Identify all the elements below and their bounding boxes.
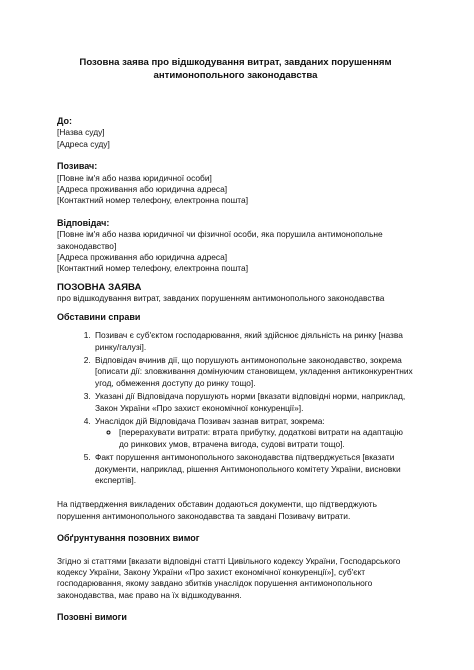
expenses-sublist xyxy=(95,427,414,450)
claim-title: ПОЗОВНА ЗАЯВА xyxy=(57,281,142,293)
defendant-block xyxy=(57,218,414,275)
circumstances-heading: Обставини справи xyxy=(57,311,141,322)
defendant-address: [Адреса проживання або юридична адреса] xyxy=(57,252,228,263)
justification-text: Згідно зі статтями [вказати відповідні статті Цивільного кодексу України, Господарського кодексу України, Закону України «Про захист економічної конкуренції»], суб'єкт господарювання, якому завдано збитків унаслідок порушення антимонопольного законодавства, має право на їх відшкодування. xyxy=(57,555,401,600)
list-item-text: Факт порушення антимонопольного законодавства підтверджується [вказати документи, наприклад, рішення Антимонопольного комітету України, висновки експертів]. xyxy=(95,452,401,485)
list-item xyxy=(93,355,414,389)
court-block xyxy=(57,116,414,150)
sublist-item-text: [перерахувати витрати: втрата прибутку, додаткові витрати на адаптацію до ринкових умов, втрачена вигода, судові витрати тощо]. xyxy=(119,427,403,449)
plaintiff-contact: [Контактний номер телефону, електронна пошта] xyxy=(57,195,249,206)
evidence-paragraph: На підтвердження викладених обставин додаються документи, що підтверджують порушення антимонопольного законодавства та завдані Позивачу витрати. xyxy=(57,499,378,521)
plaintiff-name: [Повне ім'я або назва юридичної особи] xyxy=(57,172,212,183)
list-item-text: Указані дії Відповідача порушують норми [вказати відповідні норми, наприклад, Закон України «Про захист економічної конкуренції»]. xyxy=(95,391,406,413)
claim-subtitle: про відшкодування витрат, завданих порушенням антимонопольного законодавства xyxy=(57,293,385,304)
defendant-contact: [Контактний номер телефону, електронна пошта] xyxy=(57,263,249,274)
list-item xyxy=(119,427,414,450)
document-title: Позовна заява про відшкодування витрат, завданих порушенням антимонопольного законодавства xyxy=(79,57,392,81)
court-heading: До: xyxy=(57,116,73,126)
demands-heading: Позовні вимоги xyxy=(57,612,127,623)
plaintiff-heading: Позивач: xyxy=(57,161,98,172)
circumstances-list xyxy=(57,330,414,486)
list-item xyxy=(93,416,414,450)
plaintiff-address: [Адреса проживання або юридична адреса] xyxy=(57,184,228,195)
court-name: [Назва суду] xyxy=(57,127,105,138)
list-item xyxy=(93,391,414,414)
defendant-name: [Повне ім'я або назва юридичної чи фізичної особи, яка порушила антимонопольне законодавство] xyxy=(57,229,383,251)
list-item-text: Позивач є суб'єктом господарювання, який здійснює діяльність на ринку [назва ринку/галузі]. xyxy=(95,330,403,352)
defendant-heading: Відповідач: xyxy=(57,217,110,228)
plaintiff-block xyxy=(57,161,414,207)
list-item xyxy=(93,330,414,353)
list-item-text: Відповідач вчинив дії, що порушують антимонопольне законодавство, зокрема [описати дії: зловживання домінуючим становищем, укладення антиконкурентних угод, обмеження доступу до ринку тощо]. xyxy=(95,354,413,388)
list-item xyxy=(93,452,414,486)
justification-heading: Обґрунтування позовних вимог xyxy=(57,533,200,544)
list-item-text: Унаслідок дій Відповідача Позивач зазнав витрат, зокрема: xyxy=(95,415,325,426)
court-address: [Адреса суду] xyxy=(57,138,110,149)
